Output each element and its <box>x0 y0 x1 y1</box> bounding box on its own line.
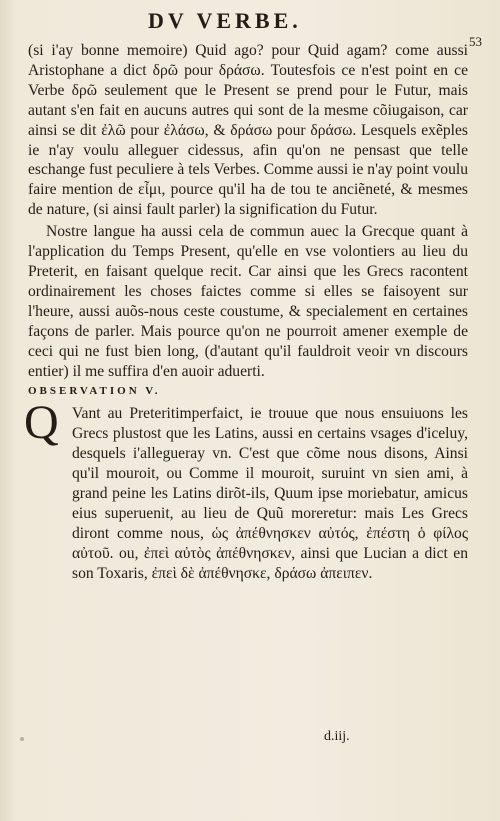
running-head <box>0 8 500 49</box>
running-title: DV VERBE. <box>148 8 302 33</box>
page-number: 53 <box>469 34 482 49</box>
paragraph-3-text: Vant au Preteritimperfaict, ie trouue que nous ensuiuons les Grecs plustost que les Latins, aussi en certains vsages d'iceluy, desquels i'allegueray vn. C'est que cõme nous disons, Ainsi qu'il mouroit, ou Comme il mouroit, suruint vn sien ami, à grand peine les Latins dirõt-ils, Quum ipse moriebatur, amicus eius superuenit, au lieu de Quũ moreretur: mais Les Grecs diront comme nous, ὡς ἀπέθνησκεν αὐτός, ἐπέστη ὁ φίλος αὐτοῦ. ou, ἐπεὶ αὐτὸς ἀπέθνησκεν, ainsi que Lucian a dict en son Toxaris, ἐπεὶ δὲ ἀπέθνησκε, δράσω ἀπειπεν. <box>72 405 468 582</box>
body-text <box>24 41 468 583</box>
paragraph-3 <box>24 396 468 583</box>
paragraph-2: Nostre langue ha aussi cela de commun auec la Grecque quant à l'application du Temps Present, qu'elle en vse volontiers au lieu du Preterit, en faisant quelque recit. Car ainsi que les Grecs racontent ordinairement les choses faictes comme si elles se faisoyent sur l'heure, aussi auõs-nous ceste coustume, & specialement en certaines façons de parler. Mais pource qu'on ne pourroit amener exemple de ceci qui ne fust bien long, (d'autant qu'il fauldroit veoir vn discours entier) il me suffira d'en auoir aduerti. <box>28 223 468 380</box>
section-heading: OBSERVATION V. <box>28 385 161 398</box>
drop-cap: Q <box>24 396 59 450</box>
paragraph-1: (si i'ay bonne memoire) Quid ago? pour Quid agam? come aussi Aristophane a dict δρῶ pour δράσω. Toutesfois ce n'est point en ce Verbe δρῶ seulement que le Present se prend pour le Futur, mais autant s'en fait en aucuns autres qui sont de la mesme cõiugaison, car ainsi se dit ἐλῶ pour ἐλάσω, & δράσω pour δράσω. Lesquels exẽples ie n'ay voulu alleguer cidessus, afin qu'on ne pensast que telle eschange fust peculiere à tels Verbes. Comme aussi ie n'ay point voulu faire mention de εἶμι, pource qu'il ha de tou te anciẽneté, & mesmes de nature, (si ainsi fault parler) la signification du Futur. <box>28 42 468 219</box>
ink-spot <box>20 737 24 741</box>
signature-mark: d.iij. <box>324 729 350 744</box>
